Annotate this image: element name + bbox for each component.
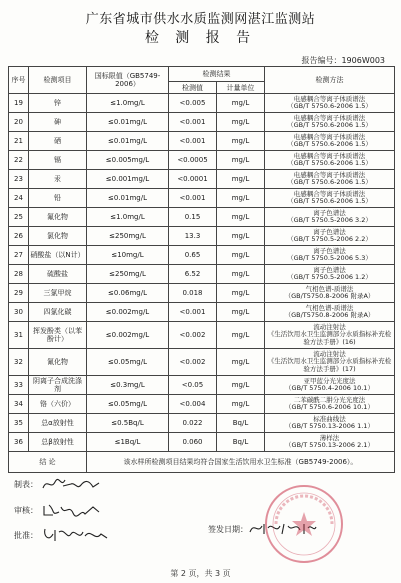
row-item: 总β放射性 (29, 433, 87, 452)
row-item: 硝酸盐（以N计） (29, 246, 87, 265)
row-item: 砷 (29, 113, 87, 132)
row-value: <0.002 (169, 349, 217, 376)
row-method-standard: （GB/T 5750.6-2006 1.5） (287, 140, 372, 148)
col-header-method: 检测方法 (265, 67, 395, 94)
prepared-by-signature (41, 476, 103, 492)
official-seal-stamp (262, 482, 346, 566)
row-method (265, 349, 395, 376)
row-method-standard: （GB/T 5750.13-2006 1.1） (285, 422, 374, 430)
row-value: 13.3 (169, 227, 217, 246)
row-method (265, 246, 395, 265)
row-method-standard: （GB/T 5750.6-2006 10.1） (285, 403, 374, 411)
row-limit: ≤0.005mg/L (87, 151, 169, 170)
row-method (265, 322, 395, 349)
table-row (9, 151, 395, 170)
table-row (9, 284, 395, 303)
row-method-name: 流动注射法 (313, 349, 346, 358)
row-method (265, 376, 395, 395)
row-value: <0.05 (169, 376, 217, 395)
row-method-standard: （GB/T 5750.13-2006 2.1） (285, 441, 374, 449)
document-title: 检 测 报 告 (144, 30, 257, 46)
row-limit: ≤0.06mg/L (87, 284, 169, 303)
row-seq: 33 (9, 376, 29, 395)
row-method-name: 气相色谱-质谱法 (305, 303, 354, 312)
row-value: 0.15 (169, 208, 217, 227)
col-header-value: 检测值 (169, 82, 217, 94)
row-limit: ≤0.5Bq/L (87, 414, 169, 433)
row-item: 镉 (29, 151, 87, 170)
row-limit: ≤1.0mg/L (87, 94, 169, 113)
reviewed-by-signature (41, 502, 103, 518)
row-seq: 24 (9, 189, 29, 208)
row-method-standard: （GB/T 5750.5-2006 2.2） (287, 235, 372, 243)
table-row (9, 170, 395, 189)
row-unit: mg/L (217, 322, 265, 349)
row-limit: ≤0.001mg/L (87, 170, 169, 189)
table-row (9, 395, 395, 414)
col-header-limit: 国标限值（GB5749-2006） (87, 67, 169, 94)
row-method-name: 电感耦合等离子体质谱法 (293, 132, 366, 141)
row-item: 阴离子合成洗涤剂 (29, 376, 87, 395)
row-unit: mg/L (217, 113, 265, 132)
row-limit: ≤250mg/L (87, 227, 169, 246)
table-row (9, 433, 395, 452)
row-limit: ≤0.002mg/L (87, 303, 169, 322)
approved-by (14, 526, 111, 544)
col-header-item: 检测项目 (29, 67, 87, 94)
row-value: <0.001 (169, 132, 217, 151)
col-header-unit: 计量单位 (217, 82, 265, 94)
row-item: 铬（六价） (29, 395, 87, 414)
table-row (9, 227, 395, 246)
row-method-standard: 《生活饮用水卫生监测部分水质指标补充检验方法手册》(16) (267, 330, 392, 346)
row-value: 0.060 (169, 433, 217, 452)
row-seq: 30 (9, 303, 29, 322)
row-method (265, 414, 395, 433)
conclusion-row (9, 452, 395, 473)
row-limit: ≤0.01mg/L (87, 189, 169, 208)
row-method-standard: （GB/T 5750.6-2006 1.5） (287, 159, 372, 167)
row-method (265, 170, 395, 189)
row-method-standard: （GB/T5750.8-2006 附录A） (284, 292, 375, 300)
row-unit: mg/L (217, 132, 265, 151)
table-row (9, 322, 395, 349)
conclusion-label: 结 论 (9, 452, 87, 473)
table-row (9, 349, 395, 376)
row-item: 硫酸盐 (29, 265, 87, 284)
table-row (9, 376, 395, 395)
row-method (265, 433, 395, 452)
row-limit: ≤0.01mg/L (87, 132, 169, 151)
row-method-name: 离子色谱法 (313, 246, 346, 255)
row-seq: 28 (9, 265, 29, 284)
row-method-name: 电感耦合等离子体质谱法 (293, 189, 366, 198)
row-unit: mg/L (217, 151, 265, 170)
row-seq: 35 (9, 414, 29, 433)
table-row (9, 132, 395, 151)
row-method-standard: （GB/T 5750.6-2006 1.5） (287, 121, 372, 129)
row-method-standard: 《生活饮用水卫生监测部分水质指标补充检验方法手册》(17) (267, 357, 392, 373)
row-method (265, 303, 395, 322)
row-method-name: 气相色谱-质谱法 (305, 284, 354, 293)
row-limit: ≤0.05mg/L (87, 395, 169, 414)
row-seq: 29 (9, 284, 29, 303)
row-method-name: 流动注射法 (313, 322, 346, 331)
row-unit: mg/L (217, 189, 265, 208)
row-value: 6.52 (169, 265, 217, 284)
row-value: <0.005 (169, 94, 217, 113)
row-seq: 32 (9, 349, 29, 376)
row-unit: mg/L (217, 265, 265, 284)
row-method (265, 265, 395, 284)
row-method (265, 284, 395, 303)
table-header-row (9, 67, 395, 82)
row-value: <0.002 (169, 322, 217, 349)
row-item: 总α放射性 (29, 414, 87, 433)
row-unit: mg/L (217, 246, 265, 265)
row-seq: 34 (9, 395, 29, 414)
row-method-name: 电感耦合等离子体质谱法 (293, 94, 366, 103)
row-method-standard: （GB/T 5750.5-2006 3.2） (287, 216, 372, 224)
results-table (8, 66, 395, 473)
row-limit: ≤0.002mg/L (87, 322, 169, 349)
row-seq: 21 (9, 132, 29, 151)
row-unit: mg/L (217, 227, 265, 246)
report-number-value: 1906W003 (341, 56, 385, 65)
row-item: 锌 (29, 94, 87, 113)
row-method-standard: （GB/T 5750.6-2006 1.5） (287, 102, 372, 110)
row-limit: ≤0.05mg/L (87, 349, 169, 376)
table-row (9, 113, 395, 132)
row-method-name: 标准曲线法 (313, 414, 346, 423)
row-method (265, 94, 395, 113)
row-value: <0.001 (169, 303, 217, 322)
row-method-standard: （GB/T 5750.5-2006 5.3） (287, 254, 372, 262)
row-limit: ≤0.01mg/L (87, 113, 169, 132)
col-header-result-group: 检测结果 (169, 67, 265, 82)
row-item: 四氯化碳 (29, 303, 87, 322)
row-method-name: 电感耦合等离子体质谱法 (293, 151, 366, 160)
row-method-name: 二苯碳酰二肼分光光度法 (293, 395, 366, 404)
prepared-by-label: 制表： (14, 479, 38, 489)
report-number (301, 55, 385, 66)
row-unit: Bq/L (217, 433, 265, 452)
row-seq: 25 (9, 208, 29, 227)
table-row (9, 94, 395, 113)
row-value: 0.018 (169, 284, 217, 303)
row-unit: mg/L (217, 94, 265, 113)
row-item: 硒 (29, 132, 87, 151)
row-unit: mg/L (217, 208, 265, 227)
table-row (9, 414, 395, 433)
row-method (265, 132, 395, 151)
row-value: 0.022 (169, 414, 217, 433)
row-item: 挥发酚类（以苯酚计） (29, 322, 87, 349)
row-method-standard: （GB/T 5750.6-2006 1.5） (287, 178, 372, 186)
row-unit: mg/L (217, 395, 265, 414)
page-footer: 第 2 页，共 3 页 (170, 569, 231, 578)
row-method-standard: （GB/T 5750.4-2006 10.1） (285, 384, 374, 392)
row-item: 氰化物 (29, 349, 87, 376)
row-method-name: 离子色谱法 (313, 227, 346, 236)
table-row (9, 303, 395, 322)
row-method-name: 离子色谱法 (313, 208, 346, 217)
row-value: 0.65 (169, 246, 217, 265)
row-item: 氟化物 (29, 208, 87, 227)
row-value: <0.0001 (169, 170, 217, 189)
row-method-standard: （GB/T 5750.6-2006 1.5） (287, 197, 372, 205)
row-limit: ≤1.0mg/L (87, 208, 169, 227)
row-unit: mg/L (217, 303, 265, 322)
row-method-standard: （GB/T5750.8-2006 附录A） (284, 311, 375, 319)
row-method-name: 电感耦合等离子体质谱法 (293, 113, 366, 122)
row-unit: Bq/L (217, 414, 265, 433)
conclusion-text: 该水样所检测项目结果均符合国家生活饮用水卫生标准（GB5749-2006）。 (87, 452, 395, 473)
row-unit: mg/L (217, 376, 265, 395)
row-method-name: 薄样法 (319, 433, 340, 442)
row-unit: mg/L (217, 349, 265, 376)
report-number-label: 报告编号： (301, 56, 342, 65)
row-method (265, 227, 395, 246)
row-item: 氯化物 (29, 227, 87, 246)
table-row (9, 208, 395, 227)
row-limit: ≤10mg/L (87, 246, 169, 265)
row-seq: 27 (9, 246, 29, 265)
row-value: <0.001 (169, 189, 217, 208)
organization-title: 广东省城市供水水质监测网湛江监测站 (85, 12, 316, 27)
col-header-seq: 序号 (9, 67, 29, 94)
row-limit: ≤250mg/L (87, 265, 169, 284)
issue-date-label: 签发日期： (208, 525, 248, 534)
table-row (9, 246, 395, 265)
row-limit: ≤1Bq/L (87, 433, 169, 452)
row-method (265, 151, 395, 170)
row-item: 汞 (29, 170, 87, 189)
prepared-by (14, 476, 103, 492)
row-seq: 31 (9, 322, 29, 349)
row-limit: ≤0.3mg/L (87, 376, 169, 395)
row-method-name: 离子色谱法 (313, 265, 346, 274)
table-row (9, 265, 395, 284)
reviewed-by-label: 审核： (14, 505, 38, 515)
row-method (265, 189, 395, 208)
row-value: <0.001 (169, 113, 217, 132)
row-seq: 19 (9, 94, 29, 113)
row-method-standard: （GB/T 5750.5-2006 1.2） (287, 273, 372, 281)
row-seq: 23 (9, 170, 29, 189)
row-value: <0.004 (169, 395, 217, 414)
row-item: 三氯甲烷 (29, 284, 87, 303)
reviewed-by (14, 502, 103, 518)
approved-by-label: 批准： (14, 530, 38, 540)
row-method-name: 电感耦合等离子体质谱法 (293, 170, 366, 179)
row-seq: 20 (9, 113, 29, 132)
row-unit: mg/L (217, 170, 265, 189)
row-unit: mg/L (217, 284, 265, 303)
row-seq: 26 (9, 227, 29, 246)
table-row (9, 189, 395, 208)
row-item: 铅 (29, 189, 87, 208)
approved-by-signature (41, 526, 111, 544)
row-method (265, 395, 395, 414)
row-method-name: 亚甲蓝分光光度法 (303, 376, 356, 385)
row-method (265, 113, 395, 132)
row-seq: 36 (9, 433, 29, 452)
row-value: <0.0005 (169, 151, 217, 170)
row-seq: 22 (9, 151, 29, 170)
row-method (265, 208, 395, 227)
